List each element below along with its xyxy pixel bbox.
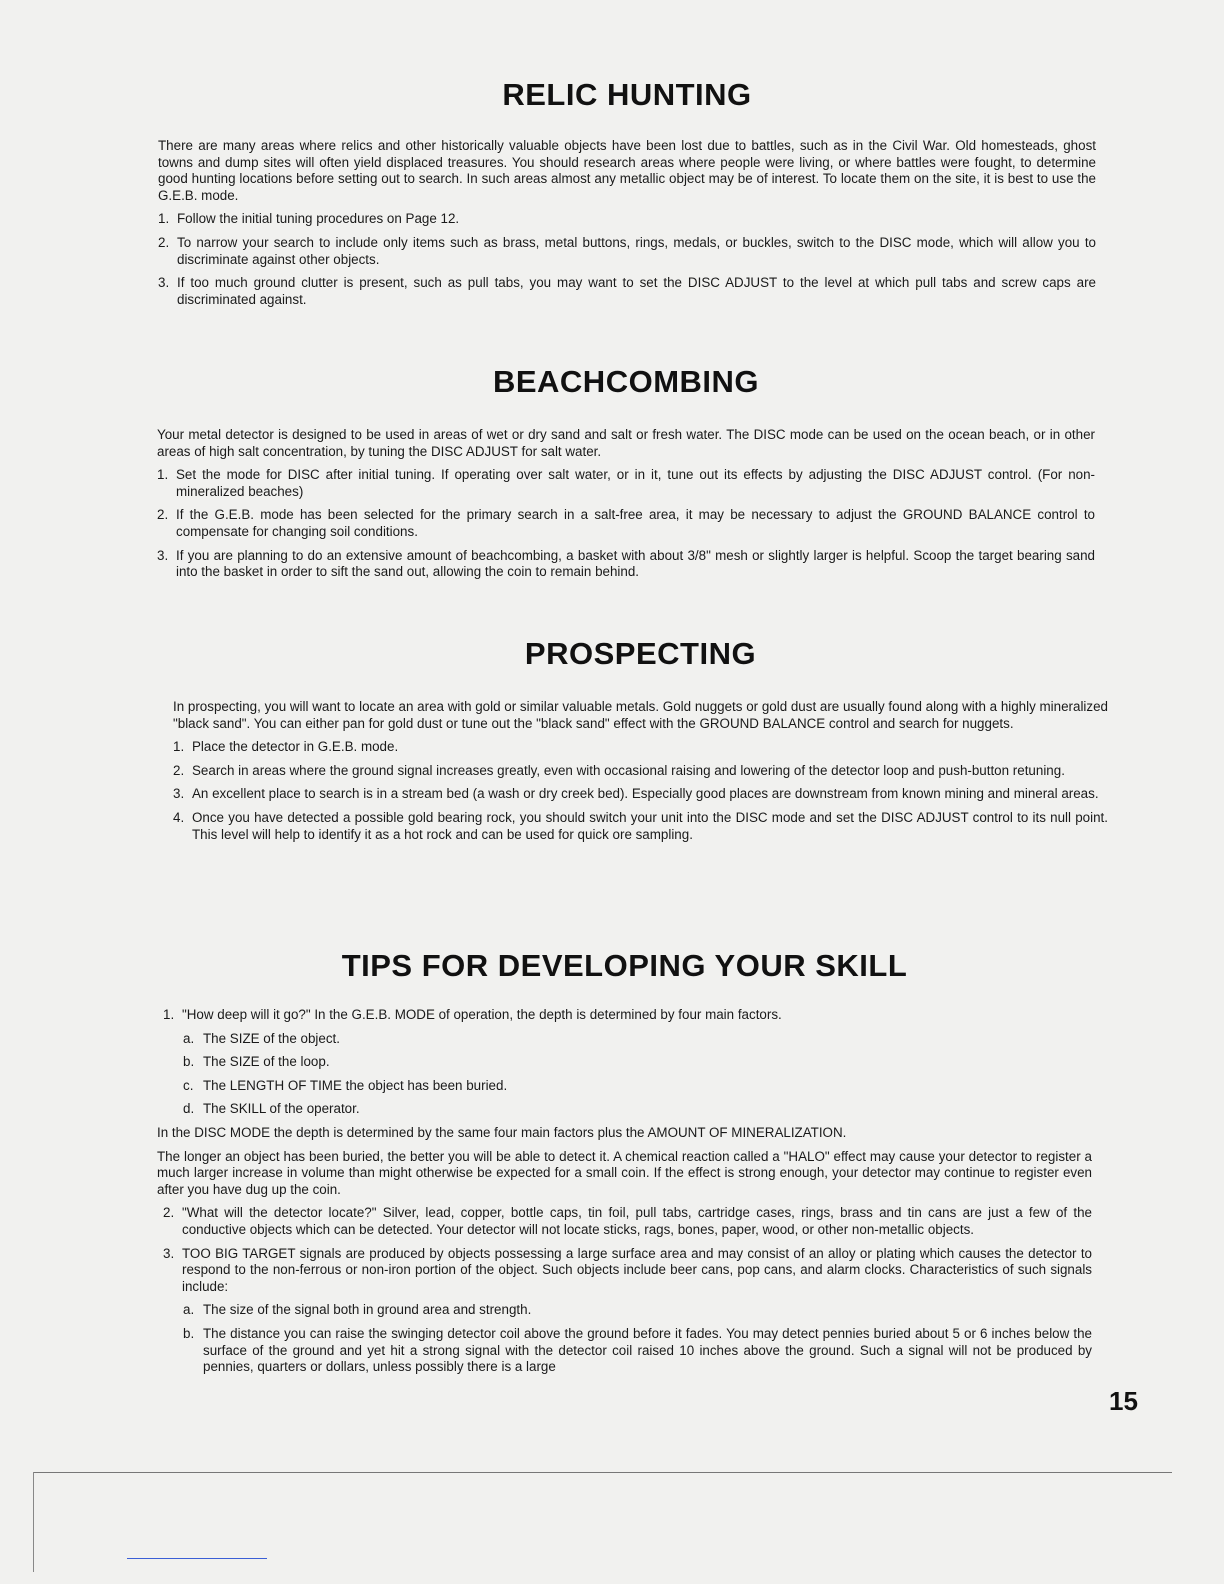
sub-item bbox=[183, 1031, 1092, 1048]
item-number: 1. bbox=[173, 739, 185, 755]
list-item bbox=[163, 1205, 1092, 1238]
prospecting-intro: In prospecting, you will want to locate an area with gold or similar valuable metals. Gold nuggets or gold dust are usually found along with a highly mineralized "black sand". You can either pan for gold dust or tune out the "black sand" effect with the GROUND BALANCE control and search for nuggets. bbox=[173, 699, 1108, 731]
beachcombing-heading: BEACHCOMBING bbox=[492, 364, 760, 399]
list-item bbox=[158, 211, 1096, 228]
item-text: Set the mode for DISC after initial tuning. If operating over salt water, or in it, tune out its effects by adjusting the DISC ADJUST control. (For non-mineralized beaches) bbox=[176, 467, 1095, 499]
beachcombing-intro: Your metal detector is designed to be used in areas of wet or dry sand and salt or fresh water. The DISC mode can be used on the ocean beach, or in other areas of high salt concentration, by tuning the DISC ADJUST for salt water. bbox=[157, 427, 1095, 459]
item-number: 2. bbox=[158, 234, 170, 250]
bottom-rule bbox=[34, 1472, 1172, 1473]
list-item bbox=[158, 275, 1096, 308]
page-number: 15 bbox=[1109, 1386, 1138, 1416]
list-item bbox=[163, 1246, 1092, 1296]
item-number: 4. bbox=[173, 809, 185, 825]
sub-item bbox=[183, 1326, 1092, 1376]
sub-item-text: The SIZE of the loop. bbox=[203, 1054, 330, 1070]
item-number: 3. bbox=[173, 786, 185, 802]
item-number: 3. bbox=[158, 275, 170, 291]
item-number: 1. bbox=[157, 467, 169, 483]
list-item bbox=[157, 467, 1095, 500]
item-text: If the G.E.B. mode has been selected for the primary search in a salt-free area, it may be necessary to adjust the GROUND BALANCE control to compensate for changing soil conditions. bbox=[176, 507, 1095, 539]
list-item bbox=[157, 507, 1095, 540]
left-rule bbox=[33, 1472, 34, 1572]
item-text: An excellent place to search is in a stream bed (a wash or dry creek bed). Especially good places are downstream from known mining and mineral areas. bbox=[192, 786, 1099, 802]
prospecting-heading: PROSPECTING bbox=[524, 636, 757, 671]
relic-hunting-section bbox=[158, 77, 1096, 308]
item-number: 2. bbox=[173, 762, 185, 778]
list-item bbox=[157, 548, 1095, 581]
disc-mode-note: In the DISC MODE the depth is determined by the same four main factors plus the AMOUNT OF MINERALIZATION. bbox=[157, 1124, 847, 1140]
list-item bbox=[158, 235, 1096, 268]
item-number: 3. bbox=[157, 547, 169, 563]
sub-item-text: The SIZE of the object. bbox=[203, 1030, 340, 1046]
sub-item bbox=[183, 1078, 1092, 1095]
sub-item-letter: c. bbox=[183, 1077, 194, 1093]
list-item bbox=[173, 810, 1108, 843]
sub-item bbox=[183, 1101, 1092, 1118]
list-item bbox=[173, 786, 1108, 803]
sub-item bbox=[183, 1054, 1092, 1071]
item-text: To narrow your search to include only items such as brass, metal buttons, rings, medals, or buckles, switch to the DISC mode, which will allow you to discriminate against other objects. bbox=[177, 234, 1096, 267]
halo-effect-note: The longer an object has been buried, the better you will be able to detect it. A chemical reaction called a "HALO" effect may cause your detector to register a much larger increase in volume than might otherwise be expected for a small coin. If the effect is strong enough, your detector may continue to register even after you have dug up the coin. bbox=[157, 1148, 1092, 1197]
item-text: If too much ground clutter is present, such as pull tabs, you may want to set the DISC ADJUST to the level at which pull tabs and screw caps are discriminated against. bbox=[177, 275, 1096, 307]
item-text: "How deep will it go?" In the G.E.B. MODE of operation, the depth is determined by four main factors. bbox=[182, 1007, 782, 1022]
relic-hunting-heading: RELIC HUNTING bbox=[502, 77, 752, 112]
sub-item-letter: b. bbox=[183, 1325, 195, 1341]
prospecting-section bbox=[173, 636, 1108, 843]
item-text: Search in areas where the ground signal increases greatly, even with occasional raising and lowering of the detector loop and push-button retuning. bbox=[192, 762, 1065, 778]
item-number: 2. bbox=[163, 1205, 175, 1221]
tips-section bbox=[157, 948, 1092, 1376]
item-text: Place the detector in G.E.B. mode. bbox=[192, 739, 399, 755]
item-number: 2. bbox=[157, 507, 169, 523]
sub-item-text: The distance you can raise the swinging detector coil above the ground before it fades. You may detect pennies buried about 5 or 6 inches below the surface of the ground and yet hit a strong signal with the detector coil raised 10 inches above the ground. Such a signal will not be produced by pennies, quarters or dollars, unless possibly there is a large bbox=[203, 1325, 1092, 1375]
item-number: 3. bbox=[163, 1245, 175, 1261]
sub-item-letter: a. bbox=[183, 1030, 195, 1046]
item-text: TOO BIG TARGET signals are produced by objects possessing a large surface area and may consist of an alloy or plating which causes the detector to respond to the non-ferrous or non-iron portion of the object. Such objects include beer cans, pop cans, and alarm clocks. Characteristics of such signals include: bbox=[182, 1245, 1092, 1294]
item-text: Follow the initial tuning procedures on Page 12. bbox=[177, 211, 460, 227]
sub-item bbox=[183, 1302, 1092, 1319]
footer-link-line bbox=[127, 1558, 267, 1559]
sub-item-text: The size of the signal both in ground area and strength. bbox=[203, 1302, 532, 1318]
sub-item-letter: a. bbox=[183, 1302, 195, 1318]
sub-item-letter: b. bbox=[183, 1054, 195, 1070]
list-item bbox=[173, 739, 1108, 756]
item-text: If you are planning to do an extensive amount of beachcombing, a basket with about 3/8" mesh or slightly larger is helpful. Scoop the target bearing sand into the basket in order to sift the sand out, allowing the coin to remain behind. bbox=[176, 547, 1095, 580]
list-item bbox=[163, 1007, 1092, 1024]
beachcombing-section bbox=[157, 364, 1095, 581]
tips-heading: TIPS FOR DEVELOPING YOUR SKILL bbox=[341, 948, 908, 983]
sub-item-letter: d. bbox=[183, 1101, 195, 1117]
item-number: 1. bbox=[163, 1007, 175, 1022]
sub-item-text: The SKILL of the operator. bbox=[203, 1101, 360, 1117]
list-item bbox=[173, 763, 1108, 780]
item-text: Once you have detected a possible gold bearing rock, you should switch your unit into the DISC mode and set the DISC ADJUST control to its null point. This level will help to identify it as a hot rock and can be used for quick ore sampling. bbox=[192, 809, 1108, 842]
item-text: "What will the detector locate?" Silver, lead, copper, bottle caps, tin foil, pull tabs, cartridge cases, rings, brass and tin cans are just a few of the conductive objects which can be detected. Your detector will not locate sticks, rags, bones, paper, wood, or other non-metallic objects. bbox=[182, 1205, 1092, 1237]
relic-hunting-intro: There are many areas where relics and other historically valuable objects have been lost due to battles, such as in the Civil War. Old homesteads, ghost towns and dump sites will often yield displaced treasures. You should research areas where people were living, or where battles were fought, to determine good hunting locations before setting out to search. In such areas almost any metallic object may be of interest. To locate them on the site, it is best to use the G.E.B. mode. bbox=[158, 138, 1096, 203]
item-number: 1. bbox=[158, 211, 170, 227]
sub-item-text: The LENGTH OF TIME the object has been buried. bbox=[203, 1077, 508, 1093]
